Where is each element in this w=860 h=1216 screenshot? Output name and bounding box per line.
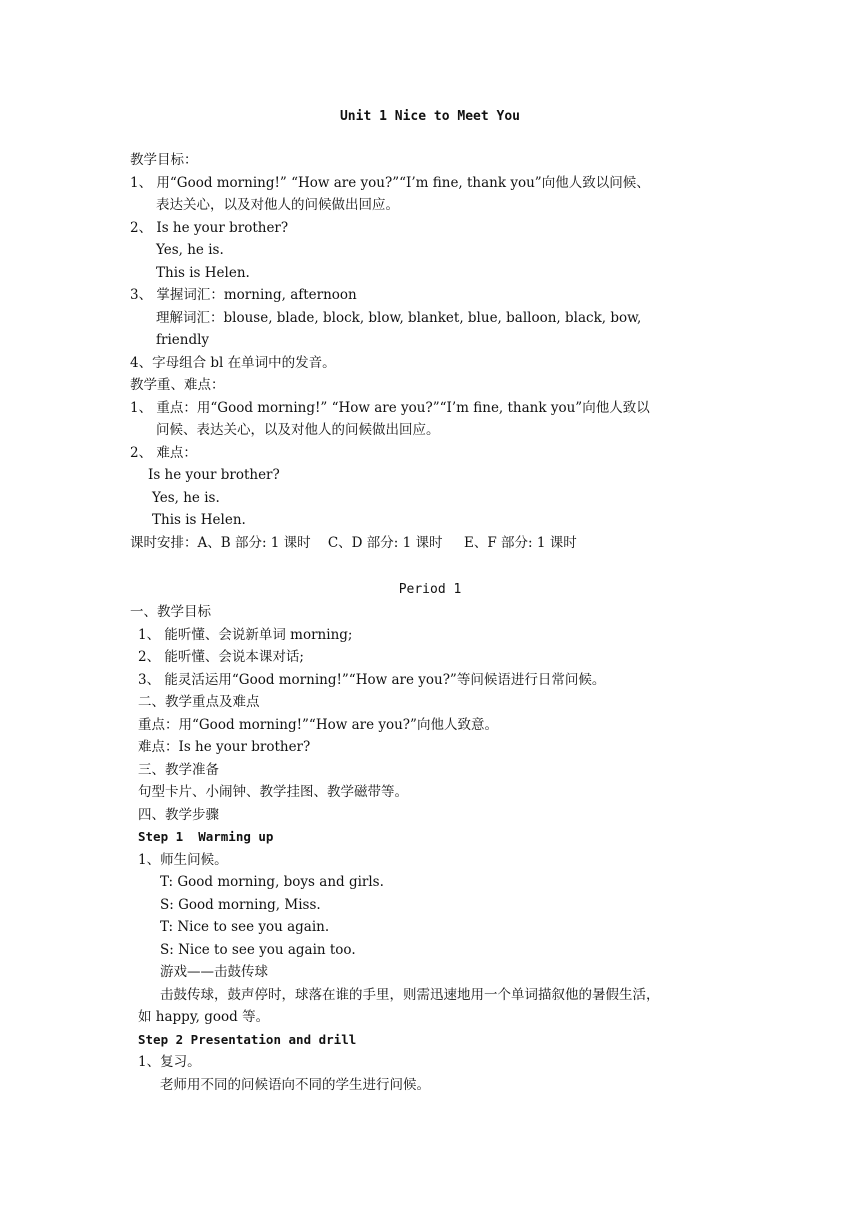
section-3-text: 句型卡片、小闹钟、教学挂图、教学磁带等。 [138,784,408,800]
key-point-2-sentence-c: This is Helen. [152,512,246,528]
step-2-title: Step 2 Presentation and drill [138,1031,357,1047]
step-1-item: 1、师生问候。 [138,851,228,868]
key-points-heading: 教学重、难点： [130,377,225,393]
section-2-difficult-point: 难点：Is he your brother? [138,739,311,755]
goal-4: 4、字母组合 bl 在单词中的发音。 [130,354,336,371]
game-description-line-1: 击鼓传球，鼓声停时，球落在谁的手里，则需迅速地用一个单词描叙他的暑假生活， [160,986,660,1003]
dialogue-line-1: T: Good morning, boys and girls. [160,874,384,890]
document-title: Unit 1 Nice to Meet You [339,109,520,124]
goal-3-line-2: 理解词汇：blouse, blade, block, blow, blanket, blue, balloon, black, bow, [156,309,642,326]
goal-3-line-1: 3、 掌握词汇：morning, afternoon [130,287,357,303]
goal-2-sentence-b: This is Helen. [156,264,250,281]
key-point-1-line-2: 问候、表达关心，以及对他人的问候做出回应。 [156,422,440,438]
section-1-item-1: 1、 能听懂、会说新单词 morning; [138,626,353,643]
section-4-title: 四、教学步骤 [138,806,219,823]
lesson-schedule: 课时安排：A、B 部分: 1 课时 C、D 部分: 1 课时 E、F 部分: 1 课时 [130,534,577,551]
dialogue-line-2: S: Good morning, Miss. [160,896,321,913]
key-point-2-sentence-a: Is he your brother? [148,467,280,483]
section-2-key-point: 重点：用“Good morning!”“How are you?”向他人致意。 [138,716,498,733]
key-point-2-sentence-b: Yes, he is. [152,489,220,506]
key-point-1-line-1: 1、 重点：用“Good morning!” “How are you?”“I’m fine, thank you”向他人致以 [130,399,650,416]
step-2-item: 1、复习。 [138,1054,201,1070]
dialogue-line-3: T: Nice to see you again. [160,919,330,935]
section-2-title: 二、教学重点及难点 [138,694,260,710]
goal-2-label: 2、 Is he your brother? [130,219,289,236]
game-title: 游戏——击鼓传球 [160,964,268,980]
period-1-plan [130,601,740,1096]
section-1-title: 一、教学目标 [130,604,211,620]
key-point-2-label: 2、 难点： [130,444,197,461]
section-1-item-3: 3、 能灵活运用“Good morning!”“How are you?”等问候语进行日常问候。 [138,671,606,688]
goal-1-line-1: 1、 用“Good morning!” “How are you?”“I’m fine, thank you”向他人致以问候、 [130,174,650,191]
section-1-item-2: 2、 能听懂、会说本课对话; [138,649,304,665]
goal-2-sentence-a: Yes, he is. [156,242,224,258]
goal-3-line-3: friendly [156,332,210,348]
dialogue-line-4: S: Nice to see you again too. [160,941,356,958]
game-description-line-2: 如 happy, good 等。 [138,1009,270,1025]
step-1-title: Step 1 Warming up [138,829,274,844]
goals-heading: 教学目标： [130,152,198,168]
section-3-title: 三、教学准备 [138,761,219,778]
unit-overview [130,149,740,554]
goal-1-line-2: 表达关心，以及对他人的问候做出回应。 [156,197,399,213]
step-2-text: 老师用不同的问候语向不同的学生进行问候。 [160,1076,430,1093]
period-heading: Period 1 [398,582,462,597]
